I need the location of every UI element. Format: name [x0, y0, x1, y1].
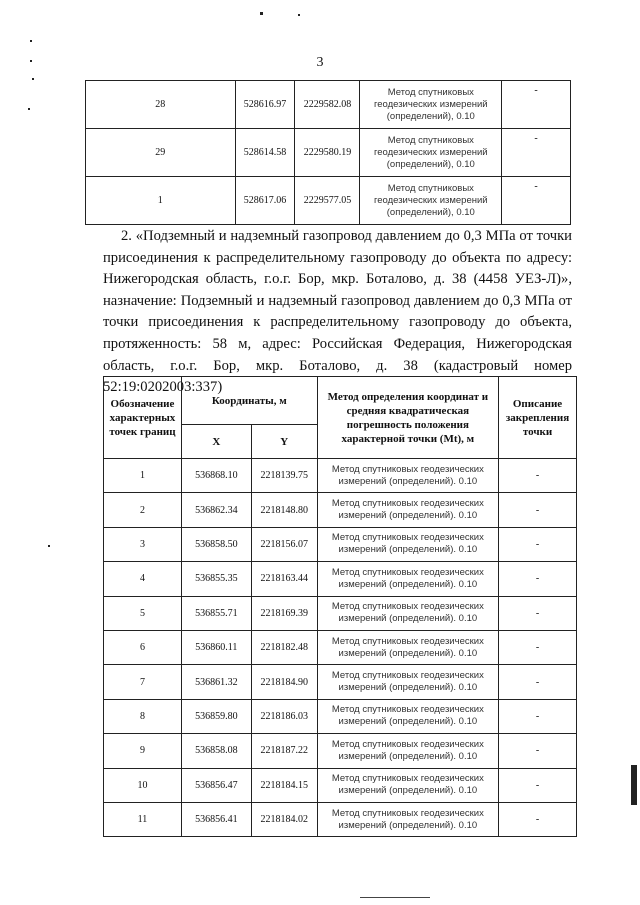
- fixing-description: -: [499, 734, 577, 768]
- point-number: 1: [104, 459, 182, 493]
- header-y: Y: [251, 425, 317, 459]
- paragraph-text: 2. «Подземный и надземный газопровод давлением до 0,3 МПа от точки присоединения к распределительному газопроводу до объекта по адресу: Нижегородская область, г.о.г. Бор, мкр. Боталово, д. 38 (4458 УЕЗ-Л)», назначение: Подземный и надземный газопровод давлением до 0,3 МПа от точки присоединения к распределительному газопроводу до объекта, протяженность: 58 м, адрес: Российская Федерация, Нижегородская область, г.о.г. Бор, мкр. Боталово, д. 38 (кадастровый номер 52:19:0202003:337): [103, 228, 572, 396]
- point-number: 29: [86, 129, 236, 177]
- method-description: Метод спутниковых геодезических измерений (определений), 0.10: [360, 129, 502, 177]
- table-row: [86, 177, 571, 225]
- point-number: 6: [104, 630, 182, 664]
- point-number: 10: [104, 768, 182, 802]
- fixing-description: -: [499, 493, 577, 527]
- y-coordinate: 2218148.80: [251, 493, 317, 527]
- method-description: Метод спутниковых геодезических измерений (определений). 0.10: [317, 768, 498, 802]
- scan-mark: [298, 14, 300, 16]
- method-description: Метод спутниковых геодезических измерений (определений). 0.10: [317, 699, 498, 733]
- x-coordinate: 536859.80: [181, 699, 251, 733]
- fixing-description: -: [499, 630, 577, 664]
- table-row: [104, 665, 577, 699]
- point-number: 2: [104, 493, 182, 527]
- y-coordinate: 2229577.05: [295, 177, 360, 225]
- table-row: [104, 630, 577, 664]
- y-coordinate: 2218187.22: [251, 734, 317, 768]
- object-description-paragraph: [103, 226, 572, 399]
- fixing-description: -: [502, 81, 571, 129]
- fixing-description: -: [499, 665, 577, 699]
- scan-mark: [30, 40, 32, 42]
- y-coordinate: 2218139.75: [251, 459, 317, 493]
- x-coordinate: 536855.71: [181, 596, 251, 630]
- x-coordinate: 536858.08: [181, 734, 251, 768]
- point-number: 8: [104, 699, 182, 733]
- x-coordinate: 536860.11: [181, 630, 251, 664]
- fixing-description: -: [499, 562, 577, 596]
- method-description: Метод спутниковых геодезических измерений (определений). 0.10: [317, 596, 498, 630]
- y-coordinate: 2218182.48: [251, 630, 317, 664]
- table-row: [104, 699, 577, 733]
- table-row: [104, 493, 577, 527]
- method-description: Метод спутниковых геодезических измерений (определений). 0.10: [317, 562, 498, 596]
- header-designation: Обозначение характерных точек границ: [104, 377, 182, 459]
- fixing-description: -: [502, 129, 571, 177]
- x-coordinate: 536861.32: [181, 665, 251, 699]
- fixing-description: -: [499, 527, 577, 561]
- scan-mark: [28, 108, 30, 110]
- x-coordinate: 536858.50: [181, 527, 251, 561]
- fixing-description: -: [499, 768, 577, 802]
- scan-mark: [32, 78, 34, 80]
- table-row: [104, 459, 577, 493]
- header-fixing: Описание закрепления точки: [499, 377, 577, 459]
- coordinates-table-continuation: [85, 80, 571, 225]
- table-row: [104, 596, 577, 630]
- header-coordinates: Координаты, м: [181, 377, 317, 425]
- table-row: [86, 129, 571, 177]
- table-row: [104, 734, 577, 768]
- header-method: Метод определения координат и средняя квадратическая погрешность положения характерной точки (Mt), м: [317, 377, 498, 459]
- point-number: 5: [104, 596, 182, 630]
- point-number: 1: [86, 177, 236, 225]
- table-row: [86, 81, 571, 129]
- y-coordinate: 2229580.19: [295, 129, 360, 177]
- scan-mark: [48, 545, 50, 547]
- scan-mark: [30, 60, 32, 62]
- method-description: Метод спутниковых геодезических измерений (определений). 0.10: [317, 630, 498, 664]
- method-description: Метод спутниковых геодезических измерений (определений). 0.10: [317, 734, 498, 768]
- method-description: Метод спутниковых геодезических измерений (определений). 0.10: [317, 802, 498, 836]
- x-coordinate: 528617.06: [235, 177, 295, 225]
- method-description: Метод спутниковых геодезических измерений (определений), 0.10: [360, 177, 502, 225]
- y-coordinate: 2218169.39: [251, 596, 317, 630]
- point-number: 3: [104, 527, 182, 561]
- table-row: [104, 527, 577, 561]
- y-coordinate: 2218156.07: [251, 527, 317, 561]
- y-coordinate: 2218184.15: [251, 768, 317, 802]
- fixing-description: -: [499, 459, 577, 493]
- scan-edge-mark: [631, 765, 637, 805]
- point-number: 9: [104, 734, 182, 768]
- fixing-description: -: [499, 699, 577, 733]
- fixing-description: -: [499, 802, 577, 836]
- x-coordinate: 536862.34: [181, 493, 251, 527]
- y-coordinate: 2229582.08: [295, 81, 360, 129]
- fixing-description: -: [502, 177, 571, 225]
- point-number: 7: [104, 665, 182, 699]
- method-description: Метод спутниковых геодезических измерений (определений). 0.10: [317, 459, 498, 493]
- x-coordinate: 536856.47: [181, 768, 251, 802]
- table-row: [104, 802, 577, 836]
- x-coordinate: 528614.58: [235, 129, 295, 177]
- table-row: [104, 768, 577, 802]
- y-coordinate: 2218184.02: [251, 802, 317, 836]
- method-description: Метод спутниковых геодезических измерений (определений). 0.10: [317, 527, 498, 561]
- x-coordinate: 536855.35: [181, 562, 251, 596]
- header-x: X: [181, 425, 251, 459]
- point-number: 4: [104, 562, 182, 596]
- coordinates-table: [103, 376, 577, 837]
- x-coordinate: 528616.97: [235, 81, 295, 129]
- method-description: Метод спутниковых геодезических измерений (определений). 0.10: [317, 665, 498, 699]
- footer-line: [360, 897, 430, 898]
- x-coordinate: 536868.10: [181, 459, 251, 493]
- fixing-description: -: [499, 596, 577, 630]
- y-coordinate: 2218184.90: [251, 665, 317, 699]
- method-description: Метод спутниковых геодезических измерений (определений). 0.10: [317, 493, 498, 527]
- point-number: 28: [86, 81, 236, 129]
- method-description: Метод спутниковых геодезических измерений (определений), 0.10: [360, 81, 502, 129]
- y-coordinate: 2218163.44: [251, 562, 317, 596]
- point-number: 11: [104, 802, 182, 836]
- x-coordinate: 536856.41: [181, 802, 251, 836]
- page-number: 3: [316, 55, 324, 70]
- y-coordinate: 2218186.03: [251, 699, 317, 733]
- table-row: [104, 562, 577, 596]
- scan-mark: [260, 12, 263, 15]
